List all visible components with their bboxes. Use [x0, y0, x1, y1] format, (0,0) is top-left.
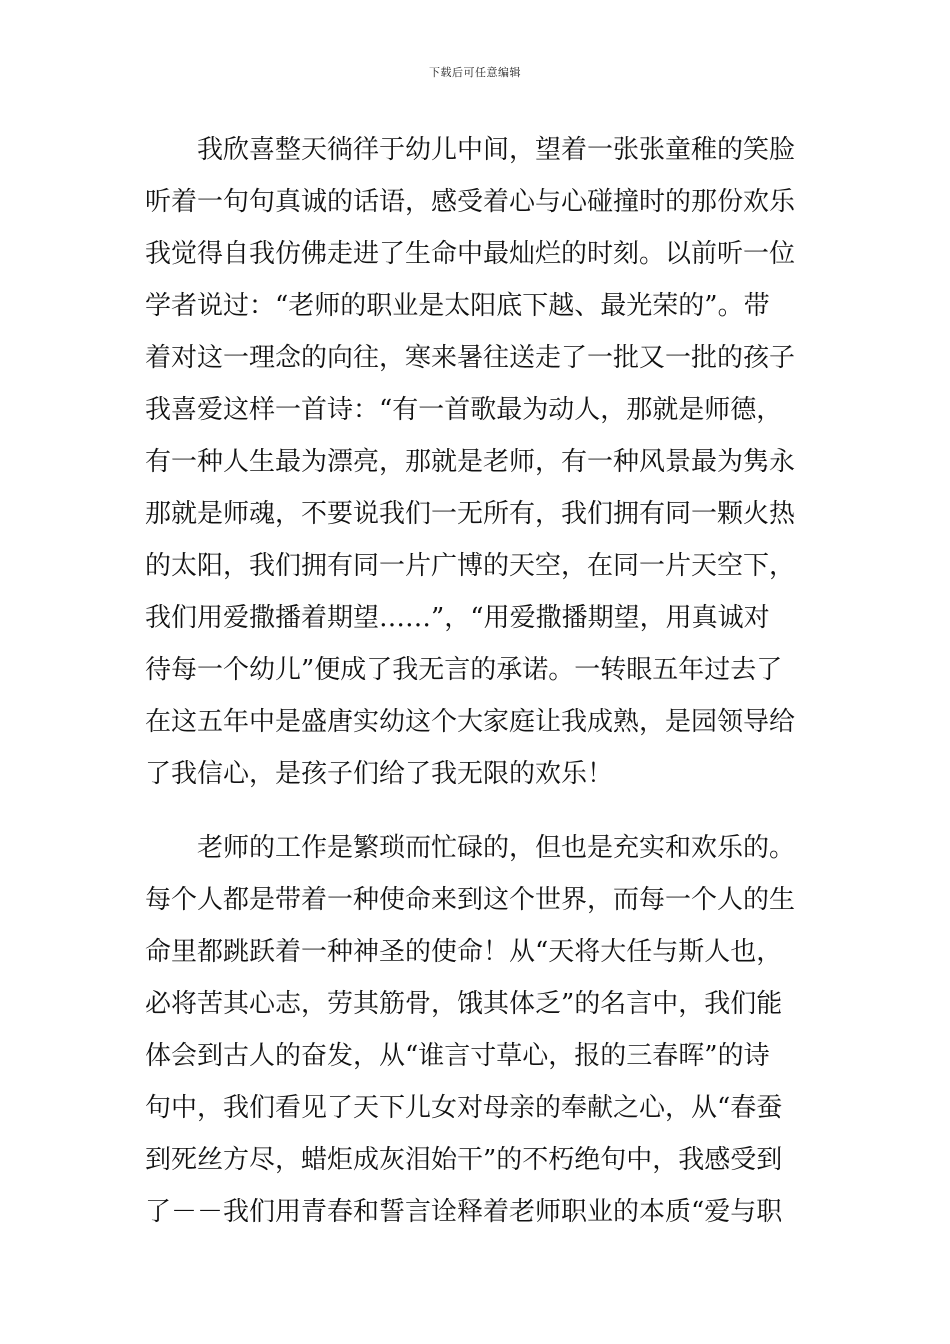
paragraph-line: 在这五年中是盛唐实幼这个大家庭让我成熟，是园领导给 — [145, 707, 796, 737]
paragraph-line: 了我信心，是孩子们给了我无限的欢乐！ — [145, 759, 614, 789]
paragraph-line: 待每一个幼儿”便成了我无言的承诺。一转眼五年过去了 — [145, 655, 783, 685]
paragraph-line: 了－－我们用青春和誓言诠释着老师职业的本质“爱与职 — [145, 1197, 783, 1227]
paragraph-line: 我觉得自我仿佛走进了生命中最灿烂的时刻。以前听一位 — [145, 239, 796, 269]
paragraph-line: 我们用爱撒播着期望……”，“用爱撒播期望，用真诚对 — [145, 603, 770, 633]
paragraph-line: 句中，我们看见了天下儿女对母亲的奉献之心，从“春蚕 — [145, 1093, 783, 1123]
paragraph-line: 那就是师魂，不要说我们一无所有，我们拥有同一颗火热 — [145, 499, 796, 529]
paragraph-line: 的太阳，我们拥有同一片广博的天空，在同一片天空下， — [145, 551, 796, 581]
paragraph-line: 必将苦其心志，劳其筋骨，饿其体乏”的名言中，我们能 — [145, 989, 783, 1019]
paragraph-1 — [145, 124, 810, 800]
paragraph-line: 着对这一理念的向往，寒来暑往送走了一批又一批的孩子 — [145, 343, 796, 373]
paragraph-line: 我欣喜整天徜徉于幼儿中间，望着一张张童稚的笑脸 — [197, 135, 796, 165]
paragraph-line: 老师的工作是繁琐而忙碌的，但也是充实和欢乐的。 — [197, 833, 796, 863]
paragraph-line: 到死丝方尽，蜡炬成灰泪始干”的不朽绝句中，我感受到 — [145, 1145, 783, 1175]
page-header: 下载后可任意编辑 — [429, 66, 521, 79]
paragraph-line: 每个人都是带着一种使命来到这个世界，而每一个人的生 — [145, 885, 796, 915]
paragraph-2 — [145, 822, 810, 1238]
paragraph-line: 我喜爱这样一首诗：“有一首歌最为动人，那就是师德， — [145, 395, 783, 425]
paragraph-line: 命里都跳跃着一种神圣的使命！从“天将大任与斯人也， — [145, 937, 783, 967]
paragraph-line: 有一种人生最为漂亮，那就是老师，有一种风景最为隽永 — [145, 447, 796, 477]
paragraph-line: 听着一句句真诚的话语，感受着心与心碰撞时的那份欢乐 — [145, 187, 796, 217]
paragraph-line: 学者说过：“老师的职业是太阳底下越、最光荣的”。带 — [145, 291, 770, 321]
paragraph-line: 体会到古人的奋发，从“谁言寸草心，报的三春晖”的诗 — [145, 1041, 770, 1071]
